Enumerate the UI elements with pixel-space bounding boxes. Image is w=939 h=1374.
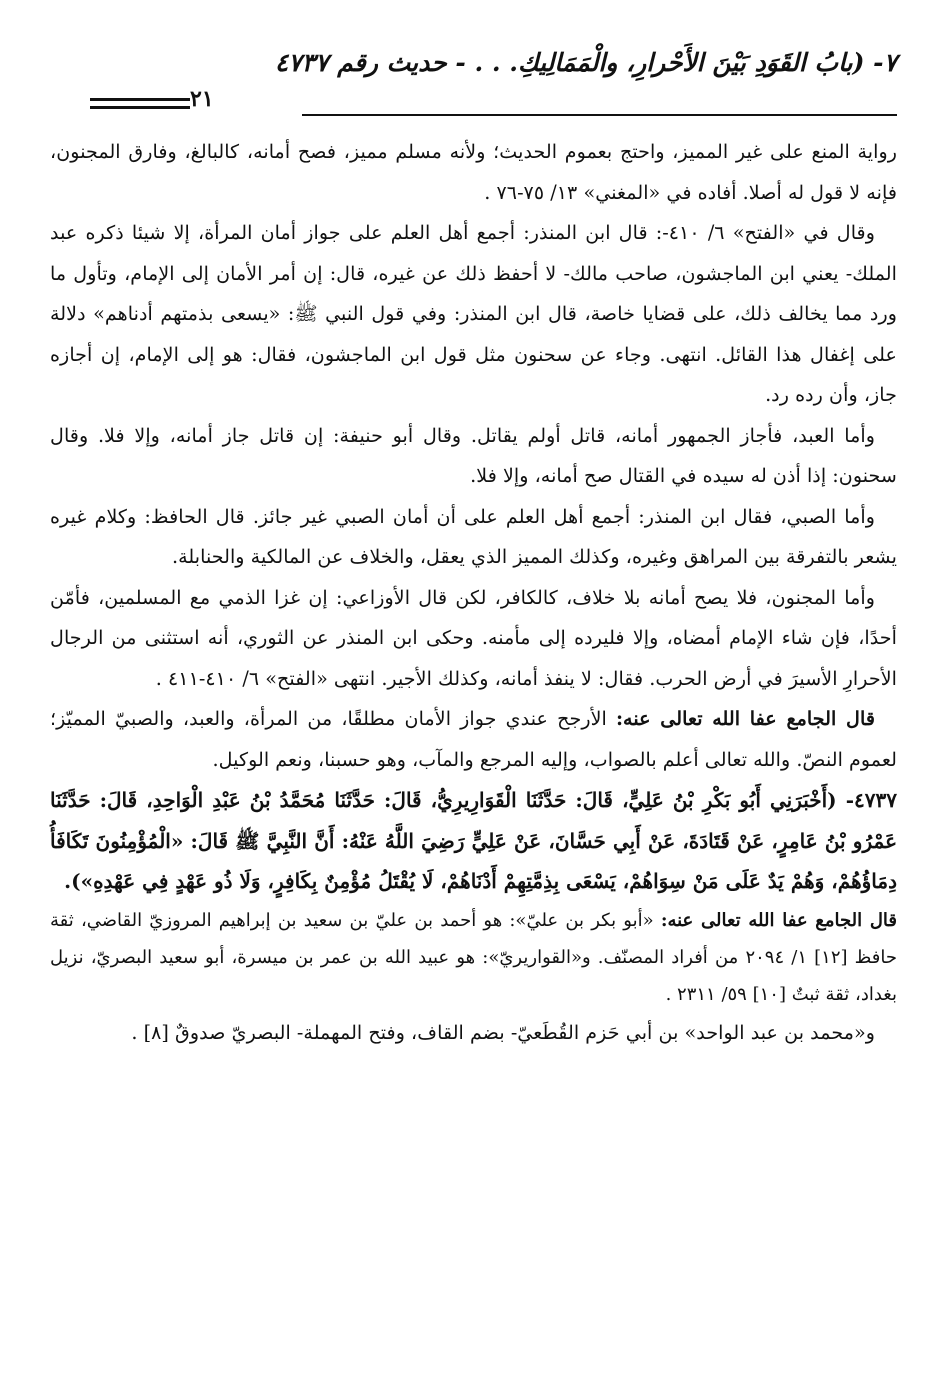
- compiler-note-lead: قال الجامع عفا الله تعالى عنه:: [615, 707, 875, 730]
- compiler-note-2-text: «أبو بكر بن عليّ»: هو أحمد بن عليّ بن سعيد بن إبراهيم المروزيّ القاضي، ثقة حافظ [١٢] ١/ ٢٠٩٤ من أفراد المصنّف. و«القواريريّ»: هو عبيد الله بن عمر بن ميسرة، أبو سعيد البصريّ، نزيل بغداد، ثقة ثبتٌ [١٠] ٥٩/ ٢٣١١ .: [50, 909, 897, 1005]
- running-header: [50, 40, 897, 110]
- chapter-heading: ٧- (بابُ القَوَدِ بَيْنَ الأَحْرارِ، والْمَمَالِيكِ. . . - حديث رقم ٤٧٣٧: [274, 48, 897, 77]
- compiler-note-text: الأرجح عندي جواز الأمان مطلقًا، من المرأة، والعبد، والصبيّ المميّز؛ لعموم النصّ. والله تعالى أعلم بالصواب، وإليه المرجع والمآب، وهو حسبنا، ونعم الوكيل.: [50, 707, 897, 771]
- paragraph: و«محمد بن عبد الواحد» بن أبي حَزم القُطَعيّ- بضم القاف، وفتح المهملة- البصريّ صدوقٌ [٨] .: [131, 1020, 875, 1044]
- paragraph: رواية المنع على غير المميز، واحتج بعموم الحديث؛ ولأنه مسلم مميز، فصح أمانه، كالبالغ، وفارق المجنون، فإنه لا قول له أصلا. أفاده في «المغني» ١٣/ ٧٥-٧٦ .: [50, 140, 897, 204]
- page-body: [50, 132, 897, 1053]
- compiler-note-2-lead: قال الجامع عفا الله تعالى عنه:: [660, 909, 897, 931]
- paragraph: وأما الصبي، فقال ابن المنذر: أجمع أهل العلم على أن أمان الصبي غير جائز. قال الحافظ: وكلام غيره يشعر بالتفرقة بين المراهق وغيره، وكذلك المميز الذي يعقل، والخلاف عن المالكية والحنابلة.: [50, 504, 897, 568]
- paragraph: وأما العبد، فأجاز الجمهور أمانه، قاتل أولم يقاتل. وقال أبو حنيفة: إن قاتل جاز أمانه، وإلا فلا. وقال سحنون: إذا أذن له سيده في القتال صح أمانه، وإلا فلا.: [50, 423, 897, 487]
- compiler-note: [50, 699, 897, 780]
- page-number: ٢١: [190, 86, 214, 112]
- header-rule: [302, 114, 897, 116]
- paragraph: وقال في «الفتح» ٦/ ٤١٠-: قال ابن المنذر: أجمع أهل العلم على جواز أمان المرأة، إلا شيئا ذكره عبد الملك- يعني ابن الماجشون، صاحب مالك- لا أحفظ ذلك عن غيره، قال: إن أمر الأمان إلى الإمام، وتأول ما ورد مما يخالف ذلك، على قضايا خاصة، قال ابن المنذر: وفي قول النبي ﷺ: «يسعى بذمتهم أدناهم» دلالة على إغفال هذا القائل. انتهى. وجاء عن سحنون مثل قول ابن الماجشون، فقال: هو إلى الإمام، إن أجازه جاز، وأن رده رد.: [50, 221, 897, 406]
- header-double-rule: [90, 98, 190, 109]
- hadith-text: ٤٧٣٧- (أَخْبَرَنِي أَبُو بَكْرِ بْنُ عَلِيٍّ، قَالَ: حَدَّثَنَا الْقَوَارِيرِيُّ، قَالَ: حَدَّثَنَا مُحَمَّدُ بْنُ عَبْدِ الْوَاحِدِ، قَالَ: حَدَّثَنَا عَمْرُو بْنُ عَامِرٍ، عَنْ قَتَادَةَ، عَنْ أَبِي حَسَّانَ، عَنْ عَلِيٍّ رَضِيَ اللَّهُ عَنْهُ: أَنَّ النَّبِيَّ ﷺ قَالَ: «الْمُؤْمِنُونَ تَكَافَأُ دِمَاؤُهُمْ، وَهُمْ يَدٌ عَلَى مَنْ سِوَاهُمْ، يَسْعَى بِذِمَّتِهِمْ أَدْنَاهُمْ، لَا يُقْتَلُ مُؤْمِنٌ بِكَافِرٍ، وَلَا ذُو عَهْدٍ فِي عَهْدِهِ»).: [50, 788, 897, 893]
- paragraph: وأما المجنون، فلا يصح أمانه بلا خلاف، كالكافر، لكن قال الأوزاعي: إن غزا الذمي مع المسلمين، فأمّن أحدًا، فإن شاء الإمام أمضاه، وإلا فليرده إلى مأمنه. وحكى ابن المنذر عن الثوري، أنه استثنى من الرجال الأحرارِ الأسيرَ في أرض الحرب. فقال: لا ينفذ أمانه، وكذلك الأجير. انتهى «الفتح» ٦/ ٤١٠-٤١١ .: [50, 585, 897, 690]
- compiler-note-2: [50, 902, 897, 1013]
- document-page: [50, 40, 897, 1344]
